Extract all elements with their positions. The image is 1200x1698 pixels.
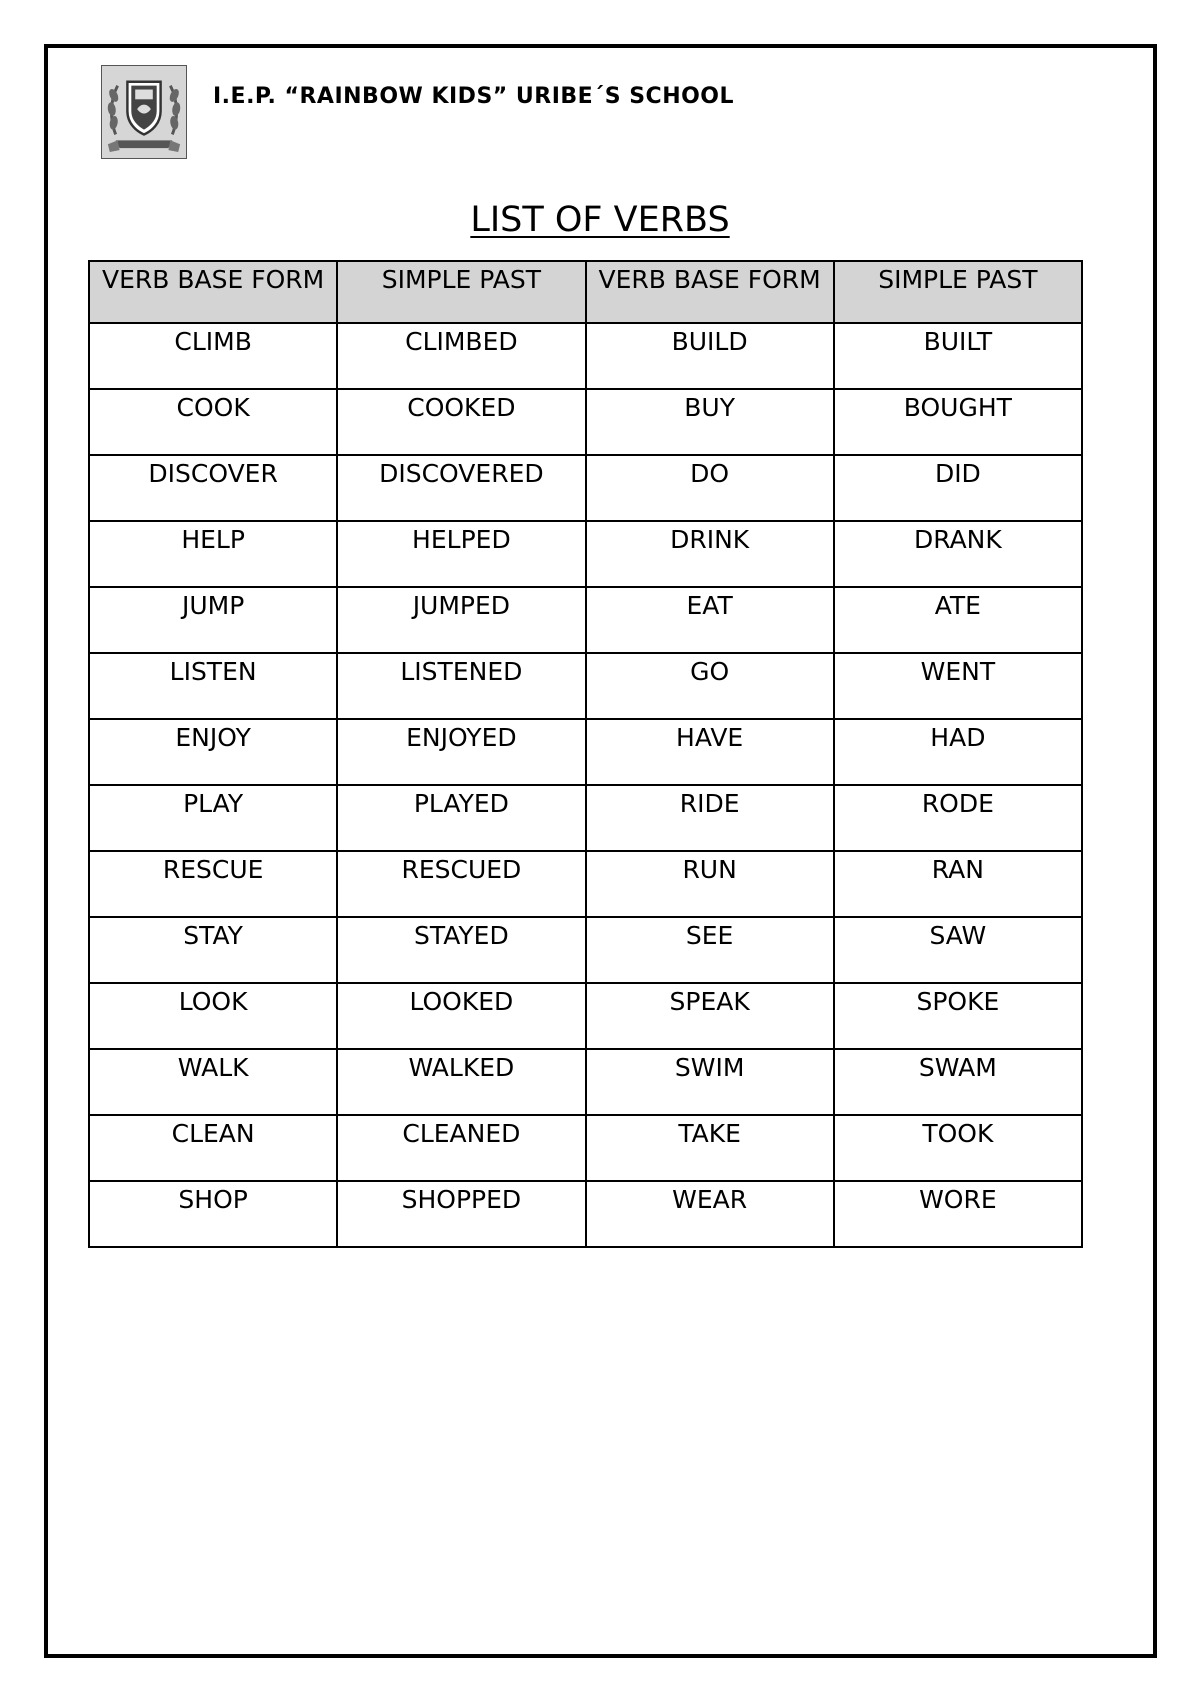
table-cell: COOK (89, 389, 337, 455)
table-cell: HELPED (337, 521, 585, 587)
table-header-row (89, 261, 1082, 323)
table-cell: WEAR (586, 1181, 834, 1247)
table-row (89, 521, 1082, 587)
column-header: VERB BASE FORM (89, 261, 337, 323)
table-cell: LOOK (89, 983, 337, 1049)
table-cell: ATE (834, 587, 1082, 653)
table-cell: STAYED (337, 917, 585, 983)
table-row (89, 587, 1082, 653)
table-cell: EAT (586, 587, 834, 653)
table-cell: WALKED (337, 1049, 585, 1115)
table-cell: RESCUE (89, 851, 337, 917)
table-cell: DRINK (586, 521, 834, 587)
table-cell: RESCUED (337, 851, 585, 917)
table-cell: BUILD (586, 323, 834, 389)
table-cell: JUMPED (337, 587, 585, 653)
table-cell: SAW (834, 917, 1082, 983)
table-cell: RIDE (586, 785, 834, 851)
table-cell: HAD (834, 719, 1082, 785)
table-row (89, 455, 1082, 521)
table-cell: DID (834, 455, 1082, 521)
table-cell: HELP (89, 521, 337, 587)
table-cell: SWIM (586, 1049, 834, 1115)
table-row (89, 1049, 1082, 1115)
table-cell: DISCOVERED (337, 455, 585, 521)
table-row (89, 785, 1082, 851)
table-cell: WENT (834, 653, 1082, 719)
table-cell: STAY (89, 917, 337, 983)
table-cell: LISTENED (337, 653, 585, 719)
table-cell: RUN (586, 851, 834, 917)
table-cell: RODE (834, 785, 1082, 851)
table-cell: GO (586, 653, 834, 719)
table-cell: WALK (89, 1049, 337, 1115)
table-cell: HAVE (586, 719, 834, 785)
table-row (89, 323, 1082, 389)
table-cell: CLIMBED (337, 323, 585, 389)
table-cell: SPOKE (834, 983, 1082, 1049)
table-row (89, 653, 1082, 719)
table-cell: SEE (586, 917, 834, 983)
table-row (89, 983, 1082, 1049)
table-cell: CLIMB (89, 323, 337, 389)
verbs-table-body (89, 323, 1082, 1247)
table-row (89, 917, 1082, 983)
table-cell: SWAM (834, 1049, 1082, 1115)
table-row (89, 719, 1082, 785)
table-cell: ENJOYED (337, 719, 585, 785)
table-cell: PLAY (89, 785, 337, 851)
table-cell: TOOK (834, 1115, 1082, 1181)
column-header: SIMPLE PAST (834, 261, 1082, 323)
school-name: I.E.P. “RAINBOW KIDS” URIBE´S SCHOOL (213, 84, 735, 109)
table-row (89, 851, 1082, 917)
table-cell: SHOP (89, 1181, 337, 1247)
table-cell: BUY (586, 389, 834, 455)
table-cell: CLEAN (89, 1115, 337, 1181)
table-cell: CLEANED (337, 1115, 585, 1181)
table-cell: PLAYED (337, 785, 585, 851)
table-cell: DISCOVER (89, 455, 337, 521)
table-cell: BOUGHT (834, 389, 1082, 455)
table-row (89, 1115, 1082, 1181)
table-cell: RAN (834, 851, 1082, 917)
verbs-table (88, 260, 1083, 1248)
table-cell: LISTEN (89, 653, 337, 719)
table-cell: JUMP (89, 587, 337, 653)
column-header: VERB BASE FORM (586, 261, 834, 323)
column-header: SIMPLE PAST (337, 261, 585, 323)
table-cell: ENJOY (89, 719, 337, 785)
table-cell: SPEAK (586, 983, 834, 1049)
table-cell: DRANK (834, 521, 1082, 587)
table-cell: DO (586, 455, 834, 521)
school-crest-icon (101, 65, 187, 159)
table-row (89, 389, 1082, 455)
table-row (89, 1181, 1082, 1247)
table-cell: TAKE (586, 1115, 834, 1181)
page-title: LIST OF VERBS (470, 200, 730, 240)
table-cell: LOOKED (337, 983, 585, 1049)
table-cell: WORE (834, 1181, 1082, 1247)
table-cell: SHOPPED (337, 1181, 585, 1247)
table-cell: COOKED (337, 389, 585, 455)
table-cell: BUILT (834, 323, 1082, 389)
